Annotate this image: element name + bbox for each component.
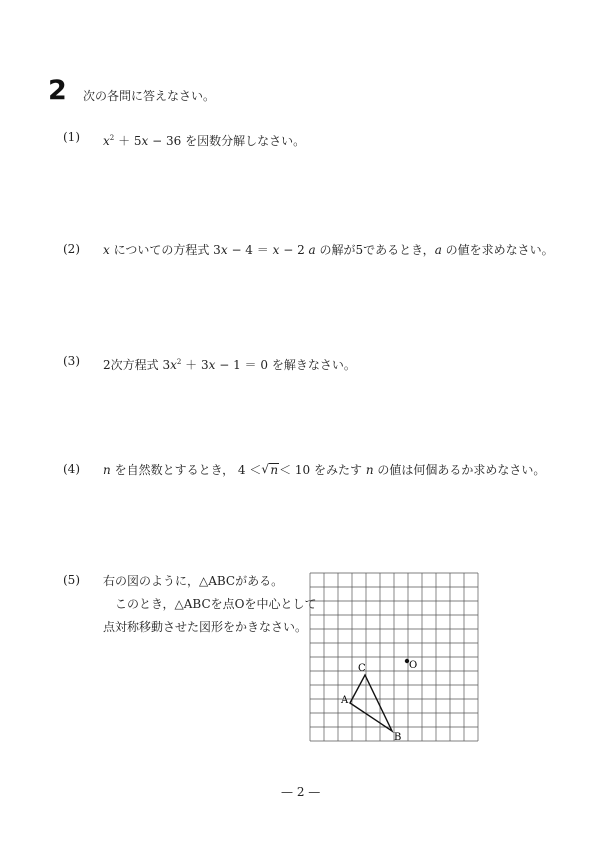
question-4-number: (4) [63, 462, 80, 476]
question-4-text: n を自然数とするとき， 4 ＜ √ n＜ 10 をみたす n の値は何個あるか求めなさい。 [103, 462, 546, 477]
question-5-line-1: 右の図のように，△ABCがある。 [103, 574, 284, 588]
page-number: — 2 — [281, 785, 321, 799]
sqrt-n: √ n [261, 462, 279, 477]
label-b: B [394, 732, 402, 743]
question-5-number: (5) [63, 573, 80, 587]
question-3-number: (3) [63, 354, 80, 368]
question-5-line-3: 点対称移動させた図形をかきなさい。 [103, 620, 308, 634]
question-3-text: 2次方程式 $3x^2 + 3x - 1 = 0$ を解きなさい。 [103, 358, 356, 372]
label-a: A [341, 695, 349, 706]
label-c: C [358, 663, 366, 674]
grid-figure [300, 568, 480, 748]
triangle-abc [350, 675, 392, 731]
question-2-number: (2) [63, 242, 80, 256]
label-o: O [409, 660, 418, 671]
question-2-text: x についての方程式 3x − 4 ＝ x − 2 a の解が5であるとき，a の値を求めなさい。 [103, 243, 554, 257]
question-1-number: (1) [63, 130, 80, 144]
section-number: 2 [48, 75, 67, 106]
question-5-line-2: このとき，△ABCを点Oを中心として [115, 597, 317, 611]
grid-lines [310, 573, 478, 741]
section-instruction: 次の各問に答えなさい。 [83, 89, 216, 103]
question-1-text: $x^2 + 5x - 36$ を因数分解しなさい。 [103, 134, 306, 148]
